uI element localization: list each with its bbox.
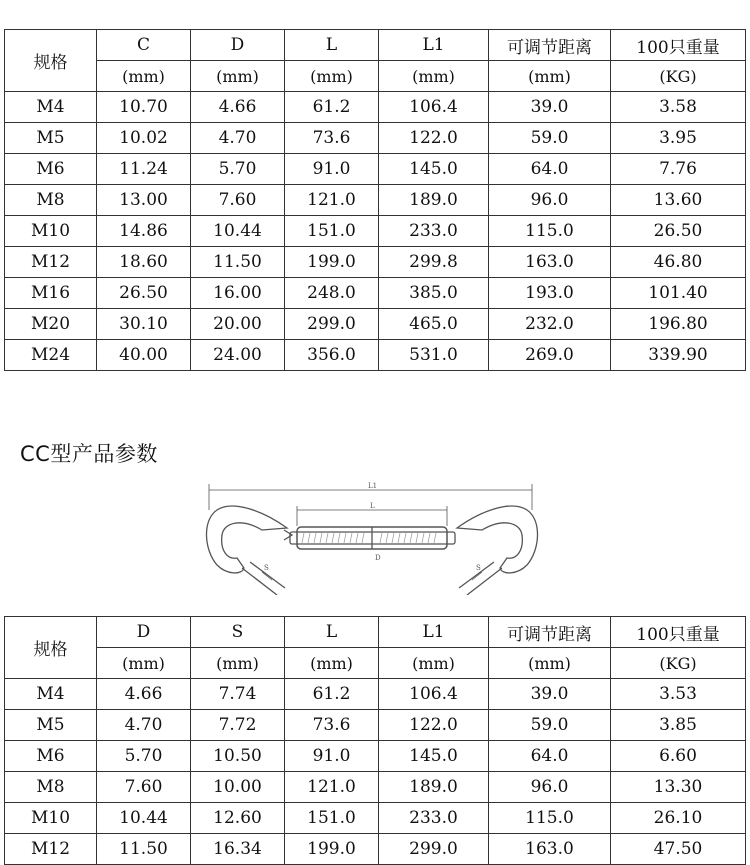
spec-cell: M8 <box>5 772 97 803</box>
diagram-label-s-left: S <box>264 564 269 572</box>
header-cell: D <box>191 30 285 61</box>
value-cell: 4.70 <box>191 123 285 154</box>
value-cell: 64.0 <box>489 741 611 772</box>
value-cell: 7.60 <box>97 772 191 803</box>
value-cell: 46.80 <box>611 247 746 278</box>
diagram-label-s-right: S <box>476 564 481 572</box>
spec-cell: M10 <box>5 803 97 834</box>
value-cell: 233.0 <box>379 803 489 834</box>
value-cell: 151.0 <box>285 216 379 247</box>
spec-cell: M12 <box>5 834 97 865</box>
value-cell: 7.72 <box>191 710 285 741</box>
value-cell: 5.70 <box>191 154 285 185</box>
value-cell: 121.0 <box>285 772 379 803</box>
value-cell: 3.85 <box>611 710 746 741</box>
spec-table-2 <box>4 616 746 865</box>
value-cell: 145.0 <box>379 741 489 772</box>
value-cell: 11.24 <box>97 154 191 185</box>
value-cell: 106.4 <box>379 92 489 123</box>
table-row <box>5 216 746 247</box>
header-cell: L1 <box>379 30 489 61</box>
value-cell: 10.70 <box>97 92 191 123</box>
value-cell: 3.58 <box>611 92 746 123</box>
value-cell: 13.60 <box>611 185 746 216</box>
value-cell: 10.44 <box>191 216 285 247</box>
value-cell: 145.0 <box>379 154 489 185</box>
unit-row <box>5 61 746 92</box>
turnbuckle-diagram <box>192 480 552 595</box>
table-row <box>5 772 746 803</box>
table-row <box>5 679 746 710</box>
spec-cell: M6 <box>5 741 97 772</box>
value-cell: 11.50 <box>191 247 285 278</box>
spec-cell: M4 <box>5 92 97 123</box>
value-cell: 531.0 <box>379 340 489 371</box>
table-row <box>5 803 746 834</box>
spec-cell: M5 <box>5 710 97 741</box>
value-cell: 163.0 <box>489 247 611 278</box>
value-cell: 13.30 <box>611 772 746 803</box>
value-cell: 4.70 <box>97 710 191 741</box>
value-cell: 3.53 <box>611 679 746 710</box>
unit-cell: (KG) <box>611 648 746 679</box>
header-cell: D <box>97 617 191 648</box>
value-cell: 24.00 <box>191 340 285 371</box>
value-cell: 96.0 <box>489 772 611 803</box>
unit-cell: (KG) <box>611 61 746 92</box>
value-cell: 122.0 <box>379 123 489 154</box>
unit-cell: (mm) <box>489 648 611 679</box>
unit-row <box>5 648 746 679</box>
value-cell: 91.0 <box>285 154 379 185</box>
section-title: CC型产品参数 <box>20 442 158 466</box>
value-cell: 10.00 <box>191 772 285 803</box>
value-cell: 115.0 <box>489 803 611 834</box>
value-cell: 163.0 <box>489 834 611 865</box>
unit-cell: (mm) <box>489 61 611 92</box>
value-cell: 199.0 <box>285 247 379 278</box>
value-cell: 10.44 <box>97 803 191 834</box>
value-cell: 121.0 <box>285 185 379 216</box>
value-cell: 59.0 <box>489 123 611 154</box>
value-cell: 26.10 <box>611 803 746 834</box>
unit-cell: (mm) <box>379 61 489 92</box>
unit-cell: (mm) <box>97 61 191 92</box>
value-cell: 385.0 <box>379 278 489 309</box>
unit-cell: (mm) <box>191 61 285 92</box>
value-cell: 10.02 <box>97 123 191 154</box>
header-cell: 100只重量 <box>611 617 746 648</box>
header-cell: L <box>285 30 379 61</box>
header-cell: L <box>285 617 379 648</box>
value-cell: 10.50 <box>191 741 285 772</box>
value-cell: 61.2 <box>285 92 379 123</box>
value-cell: 18.60 <box>97 247 191 278</box>
header-cell: C <box>97 30 191 61</box>
value-cell: 73.6 <box>285 710 379 741</box>
header-cell: 规格 <box>5 30 97 92</box>
value-cell: 61.2 <box>285 679 379 710</box>
unit-cell: (mm) <box>97 648 191 679</box>
table-row <box>5 278 746 309</box>
value-cell: 14.86 <box>97 216 191 247</box>
value-cell: 3.95 <box>611 123 746 154</box>
value-cell: 12.60 <box>191 803 285 834</box>
table-row <box>5 309 746 340</box>
unit-cell: (mm) <box>285 648 379 679</box>
value-cell: 4.66 <box>97 679 191 710</box>
unit-cell: (mm) <box>285 61 379 92</box>
value-cell: 40.00 <box>97 340 191 371</box>
value-cell: 59.0 <box>489 710 611 741</box>
value-cell: 7.74 <box>191 679 285 710</box>
table-row <box>5 123 746 154</box>
header-cell: 规格 <box>5 617 97 679</box>
spec-cell: M6 <box>5 154 97 185</box>
header-cell: 可调节距离 <box>489 30 611 61</box>
value-cell: 16.00 <box>191 278 285 309</box>
spec-cell: M5 <box>5 123 97 154</box>
value-cell: 16.34 <box>191 834 285 865</box>
value-cell: 26.50 <box>611 216 746 247</box>
value-cell: 299.0 <box>379 834 489 865</box>
spec-cell: M4 <box>5 679 97 710</box>
table-row <box>5 185 746 216</box>
value-cell: 39.0 <box>489 679 611 710</box>
value-cell: 189.0 <box>379 185 489 216</box>
unit-cell: (mm) <box>191 648 285 679</box>
unit-cell: (mm) <box>379 648 489 679</box>
value-cell: 115.0 <box>489 216 611 247</box>
value-cell: 26.50 <box>97 278 191 309</box>
table-row <box>5 710 746 741</box>
value-cell: 101.40 <box>611 278 746 309</box>
value-cell: 4.66 <box>191 92 285 123</box>
spec-cell: M16 <box>5 278 97 309</box>
value-cell: 233.0 <box>379 216 489 247</box>
table-row <box>5 154 746 185</box>
value-cell: 20.00 <box>191 309 285 340</box>
header-cell: 100只重量 <box>611 30 746 61</box>
value-cell: 96.0 <box>489 185 611 216</box>
value-cell: 299.8 <box>379 247 489 278</box>
value-cell: 5.70 <box>97 741 191 772</box>
diagram-label-l: L <box>370 502 375 510</box>
diagram-label-d: D <box>375 554 381 562</box>
value-cell: 122.0 <box>379 710 489 741</box>
table-row <box>5 247 746 278</box>
value-cell: 196.80 <box>611 309 746 340</box>
spec-cell: M20 <box>5 309 97 340</box>
table-row <box>5 834 746 865</box>
value-cell: 91.0 <box>285 741 379 772</box>
value-cell: 269.0 <box>489 340 611 371</box>
value-cell: 6.60 <box>611 741 746 772</box>
value-cell: 106.4 <box>379 679 489 710</box>
diagram-label-l1: L1 <box>368 482 378 490</box>
table-row <box>5 340 746 371</box>
header-cell: S <box>191 617 285 648</box>
value-cell: 64.0 <box>489 154 611 185</box>
value-cell: 248.0 <box>285 278 379 309</box>
value-cell: 193.0 <box>489 278 611 309</box>
value-cell: 199.0 <box>285 834 379 865</box>
value-cell: 356.0 <box>285 340 379 371</box>
spec-table-1 <box>4 29 746 371</box>
value-cell: 189.0 <box>379 772 489 803</box>
value-cell: 465.0 <box>379 309 489 340</box>
value-cell: 299.0 <box>285 309 379 340</box>
value-cell: 232.0 <box>489 309 611 340</box>
header-cell: L1 <box>379 617 489 648</box>
value-cell: 73.6 <box>285 123 379 154</box>
header-row <box>5 30 746 61</box>
spec-cell: M8 <box>5 185 97 216</box>
value-cell: 47.50 <box>611 834 746 865</box>
value-cell: 7.60 <box>191 185 285 216</box>
spec-cell: M24 <box>5 340 97 371</box>
value-cell: 39.0 <box>489 92 611 123</box>
value-cell: 7.76 <box>611 154 746 185</box>
value-cell: 11.50 <box>97 834 191 865</box>
header-row <box>5 617 746 648</box>
header-cell: 可调节距离 <box>489 617 611 648</box>
value-cell: 339.90 <box>611 340 746 371</box>
value-cell: 151.0 <box>285 803 379 834</box>
table-row <box>5 741 746 772</box>
value-cell: 30.10 <box>97 309 191 340</box>
spec-cell: M10 <box>5 216 97 247</box>
value-cell: 13.00 <box>97 185 191 216</box>
spec-cell: M12 <box>5 247 97 278</box>
table-row <box>5 92 746 123</box>
